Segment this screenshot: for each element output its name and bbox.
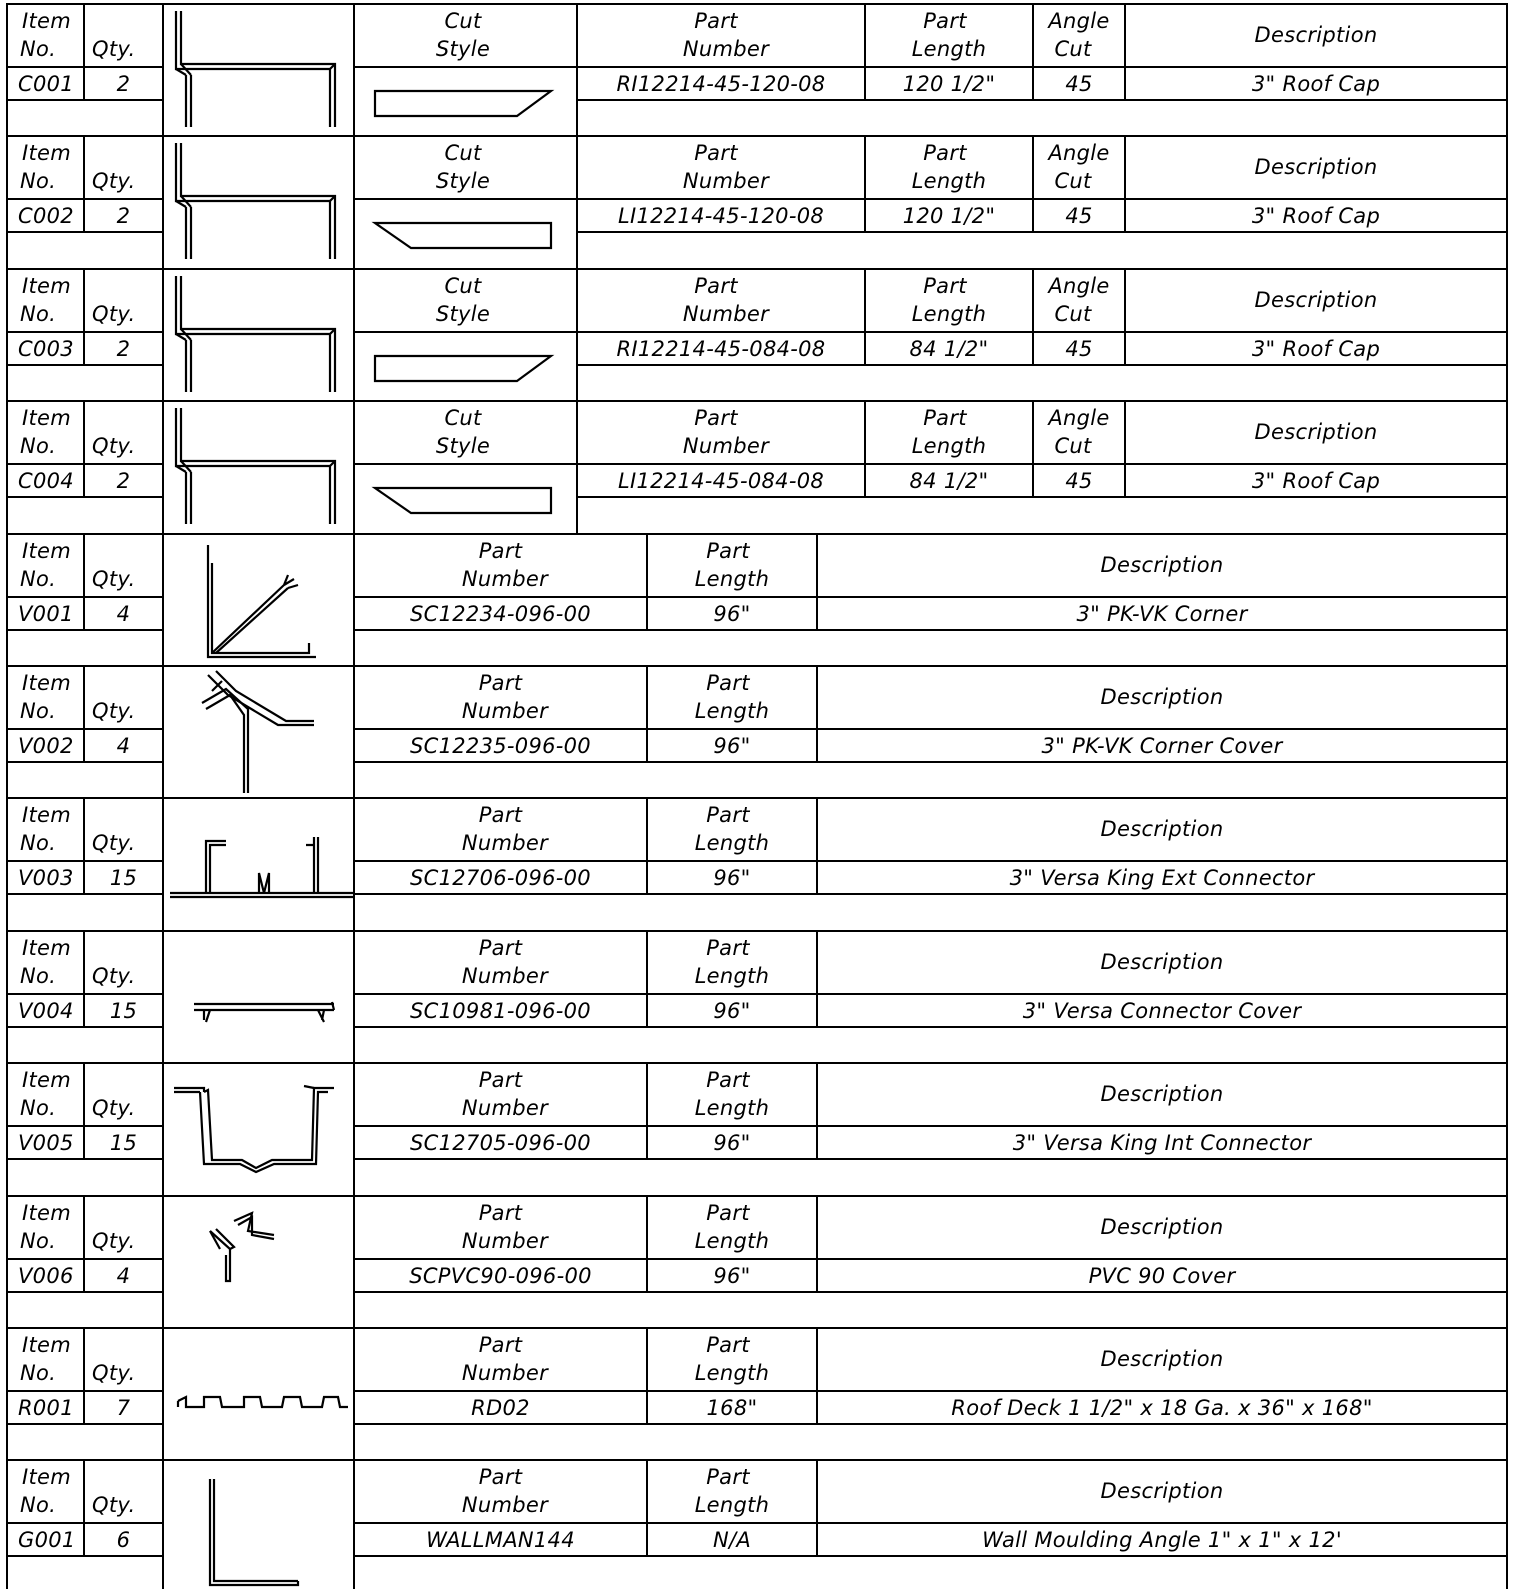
header-part-length: Length bbox=[694, 1493, 770, 1518]
header-description: Description bbox=[1254, 287, 1378, 312]
header-part-length: Length bbox=[694, 831, 770, 856]
header-rule-right bbox=[353, 1522, 1508, 1524]
header-description: Description bbox=[1254, 155, 1378, 180]
description: Roof Deck 1 1/2" x 18 Ga. x 36" x 168" bbox=[951, 1396, 1373, 1420]
header-part-number: Part bbox=[478, 671, 523, 695]
header-qty: Qty. bbox=[92, 1096, 136, 1121]
part-number: SC10981-096-00 bbox=[410, 998, 591, 1023]
header-part-length: Length bbox=[911, 301, 987, 326]
int-connector-profile bbox=[164, 1062, 353, 1194]
part-number: SC12235-096-00 bbox=[410, 734, 591, 758]
angle-cut: 45 bbox=[1065, 469, 1093, 494]
header-rule-left bbox=[6, 1125, 162, 1127]
part-length: N/A bbox=[712, 1528, 752, 1553]
header-part-number: Part bbox=[478, 1333, 523, 1357]
description: 3" Roof Cap bbox=[1251, 469, 1381, 494]
header-item-no: Item bbox=[22, 9, 72, 33]
header-angle-cut: Angle bbox=[1048, 273, 1110, 298]
header-part-length: Part bbox=[923, 406, 967, 431]
block-right-border bbox=[1506, 797, 1508, 929]
item-no: V004 bbox=[18, 998, 74, 1023]
row-rule-right bbox=[576, 496, 1508, 498]
item-no: R001 bbox=[18, 1396, 74, 1420]
block-right-border bbox=[1506, 665, 1508, 797]
header-rule-right bbox=[353, 728, 1508, 730]
header-part-length: Length bbox=[911, 434, 987, 459]
header-qty: Qty. bbox=[92, 963, 136, 988]
header-rule-right bbox=[353, 993, 1508, 995]
quantity: 4 bbox=[116, 601, 131, 626]
part-block bbox=[6, 1062, 1508, 1194]
quantity: 2 bbox=[116, 204, 131, 229]
row-rule-right bbox=[353, 893, 1508, 895]
part-length: 96" bbox=[713, 998, 751, 1023]
row-rule-left bbox=[6, 496, 162, 498]
cut-part-block bbox=[6, 268, 1508, 400]
header-part-length: Part bbox=[923, 9, 967, 33]
part-block bbox=[6, 533, 1508, 665]
part-number: RI12214-45-120-08 bbox=[616, 72, 826, 96]
row-rule-left bbox=[6, 99, 162, 101]
header-part-number: Part bbox=[478, 935, 523, 960]
header-part-number: Number bbox=[682, 434, 770, 459]
item-no: V006 bbox=[18, 1263, 74, 1288]
header-description: Description bbox=[1254, 23, 1378, 47]
row-rule-left bbox=[6, 231, 162, 233]
header-description: Description bbox=[1100, 817, 1224, 842]
header-item-no: No. bbox=[20, 1361, 57, 1385]
row-rule-left bbox=[6, 1158, 162, 1160]
header-qty: Qty. bbox=[92, 566, 136, 591]
corner-cover-profile bbox=[164, 665, 353, 797]
roof-cap-profile bbox=[162, 400, 353, 532]
header-rule-left bbox=[6, 1258, 162, 1260]
row-rule-right bbox=[353, 1555, 1508, 1557]
description: Wall Moulding Angle 1" x 1" x 12' bbox=[982, 1528, 1342, 1553]
header-part-number: Number bbox=[461, 1228, 549, 1253]
header-item-no: Item bbox=[22, 538, 72, 563]
wall-angle-profile bbox=[164, 1459, 353, 1591]
header-part-number: Part bbox=[694, 273, 738, 298]
part-length: 120 1/2" bbox=[902, 72, 996, 96]
header-part-number: Number bbox=[461, 963, 549, 988]
item-no: C003 bbox=[18, 336, 74, 361]
block-left-border bbox=[6, 930, 8, 1062]
header-item-no: No. bbox=[20, 831, 57, 856]
row-rule-left bbox=[6, 1291, 162, 1293]
header-part-length: Length bbox=[694, 1228, 770, 1253]
header-cut-style: Cut bbox=[444, 273, 482, 298]
header-part-length: Part bbox=[706, 803, 750, 828]
description: 3" Versa King Int Connector bbox=[1012, 1131, 1312, 1156]
header-angle-cut: Cut bbox=[1054, 434, 1092, 459]
header-item-no: No. bbox=[20, 169, 57, 194]
header-rule-left bbox=[6, 331, 162, 333]
part-number: SCPVC90-096-00 bbox=[409, 1263, 592, 1288]
header-part-number: Number bbox=[461, 831, 549, 856]
header-item-no: No. bbox=[20, 37, 57, 61]
header-angle-cut: Angle bbox=[1048, 406, 1110, 431]
block-left-border bbox=[6, 3, 8, 135]
item-no: V001 bbox=[18, 601, 74, 626]
roof-cap-profile bbox=[162, 135, 353, 267]
description: 3" Versa King Ext Connector bbox=[1009, 866, 1315, 891]
header-item-no: Item bbox=[22, 141, 72, 166]
header-part-number: Number bbox=[461, 1361, 549, 1385]
header-description: Description bbox=[1100, 685, 1224, 709]
part-length: 96" bbox=[713, 866, 751, 891]
item-no: C001 bbox=[18, 72, 74, 96]
header-part-length: Length bbox=[694, 699, 770, 723]
description: 3" Versa Connector Cover bbox=[1022, 998, 1302, 1023]
header-description: Description bbox=[1100, 1214, 1224, 1239]
header-item-no: No. bbox=[20, 963, 57, 988]
row-rule-right bbox=[576, 99, 1508, 101]
header-rule-left bbox=[6, 66, 162, 68]
header-part-number: Part bbox=[478, 803, 523, 828]
block-left-border bbox=[6, 1195, 8, 1327]
row-rule-right bbox=[353, 1158, 1508, 1160]
header-rule-right bbox=[353, 860, 1508, 862]
row-rule-right bbox=[576, 364, 1508, 366]
header-item-no: Item bbox=[22, 1200, 72, 1225]
header-part-number: Part bbox=[478, 1068, 523, 1093]
part-length: 96" bbox=[713, 734, 751, 758]
block-right-border bbox=[1506, 1327, 1508, 1459]
header-qty: Qty. bbox=[92, 1493, 136, 1518]
header-rule-right bbox=[353, 596, 1508, 598]
header-qty: Qty. bbox=[92, 1228, 136, 1253]
description: 3" Roof Cap bbox=[1251, 204, 1381, 229]
header-part-number: Number bbox=[461, 566, 549, 591]
header-item-no: No. bbox=[20, 1096, 57, 1121]
part-block bbox=[6, 797, 1508, 929]
block-right-border bbox=[1506, 1062, 1508, 1194]
block-right-border bbox=[1506, 3, 1508, 135]
quantity: 15 bbox=[109, 1131, 138, 1156]
header-cut-style: Cut bbox=[444, 9, 482, 33]
row-rule-left bbox=[6, 1026, 162, 1028]
header-description: Description bbox=[1100, 1479, 1224, 1504]
header-item-no: No. bbox=[20, 1228, 57, 1253]
block-right-border bbox=[1506, 930, 1508, 1062]
item-no: V002 bbox=[18, 734, 74, 758]
row-rule-left bbox=[6, 364, 162, 366]
block-left-border bbox=[6, 1062, 8, 1194]
part-block bbox=[6, 1195, 1508, 1327]
block-right-border bbox=[1506, 135, 1508, 267]
header-part-length: Part bbox=[706, 1068, 750, 1093]
cut-style-left-drawing bbox=[355, 198, 576, 267]
header-qty: Qty. bbox=[92, 434, 136, 459]
row-rule-left bbox=[6, 629, 162, 631]
header-rule-left bbox=[6, 1522, 162, 1524]
quantity: 4 bbox=[116, 1263, 131, 1288]
header-cut-style: Cut bbox=[444, 141, 482, 166]
part-block bbox=[6, 1459, 1508, 1589]
cut-part-block bbox=[6, 135, 1508, 267]
block-right-border bbox=[1506, 268, 1508, 400]
description: 3" Roof Cap bbox=[1251, 336, 1381, 361]
header-part-length: Length bbox=[694, 1361, 770, 1385]
header-description: Description bbox=[1254, 420, 1378, 445]
header-rule-right bbox=[353, 1125, 1508, 1127]
header-part-length: Length bbox=[911, 37, 987, 61]
block-left-border bbox=[6, 1327, 8, 1459]
header-part-length: Length bbox=[694, 963, 770, 988]
header-angle-cut: Cut bbox=[1054, 37, 1092, 61]
header-part-length: Part bbox=[706, 1465, 750, 1490]
header-description: Description bbox=[1100, 1347, 1224, 1371]
cut-style-left-drawing bbox=[355, 463, 576, 532]
header-item-no: Item bbox=[22, 671, 72, 695]
quantity: 2 bbox=[116, 336, 131, 361]
header-item-no: Item bbox=[22, 803, 72, 828]
part-length: 84 1/2" bbox=[909, 469, 989, 494]
header-qty: Qty. bbox=[92, 831, 136, 856]
angle-cut: 45 bbox=[1065, 72, 1093, 96]
block-left-border bbox=[6, 135, 8, 267]
part-number: RD02 bbox=[471, 1396, 530, 1420]
cut-part-block bbox=[6, 3, 1508, 135]
block-right-border bbox=[1506, 400, 1508, 532]
header-cut-style: Style bbox=[435, 169, 491, 194]
header-part-length: Part bbox=[706, 935, 750, 960]
description: 3" PK-VK Corner Cover bbox=[1041, 734, 1283, 758]
header-part-length: Length bbox=[694, 566, 770, 591]
block-left-border bbox=[6, 665, 8, 797]
header-cut-style: Cut bbox=[444, 406, 482, 431]
header-item-no: Item bbox=[22, 1333, 72, 1357]
corner-profile bbox=[164, 533, 353, 665]
header-cut-style: Style bbox=[435, 434, 491, 459]
roof-cap-profile bbox=[162, 3, 353, 135]
quantity: 2 bbox=[116, 469, 131, 494]
header-description: Description bbox=[1100, 1082, 1224, 1107]
header-part-number: Number bbox=[461, 699, 549, 723]
header-part-number: Number bbox=[682, 169, 770, 194]
header-item-no: No. bbox=[20, 301, 57, 326]
header-item-no: No. bbox=[20, 699, 57, 723]
part-block bbox=[6, 665, 1508, 797]
header-item-no: No. bbox=[20, 434, 57, 459]
header-item-no: Item bbox=[22, 1068, 72, 1093]
header-part-number: Part bbox=[694, 406, 738, 431]
header-item-no: No. bbox=[20, 1493, 57, 1518]
header-part-length: Part bbox=[923, 273, 967, 298]
part-block bbox=[6, 1327, 1508, 1459]
quantity: 4 bbox=[116, 734, 131, 758]
quantity: 15 bbox=[109, 866, 138, 891]
header-rule-right bbox=[353, 1390, 1508, 1392]
cut-style-right-drawing bbox=[355, 66, 576, 135]
header-rule-left bbox=[6, 596, 162, 598]
part-length: 96" bbox=[713, 1131, 751, 1156]
header-part-length: Part bbox=[706, 1200, 750, 1225]
cut-part-block bbox=[6, 400, 1508, 532]
item-no: V003 bbox=[18, 866, 74, 891]
header-part-length: Length bbox=[694, 1096, 770, 1121]
angle-cut: 45 bbox=[1065, 204, 1093, 229]
quantity: 15 bbox=[109, 998, 138, 1023]
header-rule-left bbox=[6, 1390, 162, 1392]
header-angle-cut: Cut bbox=[1054, 169, 1092, 194]
part-number: RI12214-45-084-08 bbox=[616, 336, 826, 361]
header-part-number: Number bbox=[682, 301, 770, 326]
pvc-cover-profile bbox=[164, 1195, 353, 1327]
header-qty: Qty. bbox=[92, 1361, 136, 1385]
roof-deck-profile bbox=[164, 1327, 353, 1459]
header-part-number: Number bbox=[682, 37, 770, 61]
part-number: SC12234-096-00 bbox=[410, 601, 591, 626]
part-length: 96" bbox=[713, 601, 751, 626]
header-rule-left bbox=[6, 860, 162, 862]
row-rule-right bbox=[353, 629, 1508, 631]
item-no: V005 bbox=[18, 1131, 74, 1156]
part-number: LI12214-45-120-08 bbox=[617, 204, 825, 229]
row-rule-right bbox=[353, 1291, 1508, 1293]
header-qty: Qty. bbox=[92, 699, 136, 723]
part-length: 168" bbox=[706, 1396, 758, 1420]
description: 3" PK-VK Corner bbox=[1076, 601, 1248, 626]
header-part-length: Part bbox=[706, 1333, 750, 1357]
connector-cover-profile bbox=[164, 930, 353, 1062]
header-item-no: Item bbox=[22, 935, 72, 960]
part-block bbox=[6, 930, 1508, 1062]
header-qty: Qty. bbox=[92, 301, 136, 326]
row-rule-right bbox=[353, 761, 1508, 763]
header-qty: Qty. bbox=[92, 37, 136, 61]
part-number: LI12214-45-084-08 bbox=[617, 469, 825, 494]
row-rule-left bbox=[6, 761, 162, 763]
header-item-no: Item bbox=[22, 1465, 72, 1490]
header-qty: Qty. bbox=[92, 169, 136, 194]
angle-cut: 45 bbox=[1065, 336, 1093, 361]
quantity: 7 bbox=[116, 1396, 131, 1420]
header-description: Description bbox=[1100, 552, 1224, 577]
cut-style-right-drawing bbox=[355, 331, 576, 400]
part-length: 96" bbox=[713, 1263, 751, 1288]
part-number: SC12705-096-00 bbox=[410, 1131, 591, 1156]
block-right-border bbox=[1506, 533, 1508, 665]
header-part-number: Part bbox=[478, 1465, 523, 1490]
header-rule-left bbox=[6, 728, 162, 730]
header-part-number: Number bbox=[461, 1493, 549, 1518]
item-no: C004 bbox=[18, 469, 74, 494]
quantity: 6 bbox=[116, 1528, 131, 1553]
block-left-border bbox=[6, 797, 8, 929]
header-cut-style: Style bbox=[435, 37, 491, 61]
header-item-no: Item bbox=[22, 273, 72, 298]
row-rule-right bbox=[353, 1026, 1508, 1028]
header-rule-left bbox=[6, 463, 162, 465]
header-item-no: Item bbox=[22, 406, 72, 431]
item-no: C002 bbox=[18, 204, 74, 229]
header-part-number: Part bbox=[478, 538, 523, 563]
part-length: 120 1/2" bbox=[902, 204, 996, 229]
row-rule-right bbox=[353, 1423, 1508, 1425]
header-part-number: Part bbox=[694, 9, 738, 33]
row-rule-left bbox=[6, 893, 162, 895]
part-number: SC12706-096-00 bbox=[410, 866, 591, 891]
block-left-border bbox=[6, 268, 8, 400]
header-angle-cut: Angle bbox=[1048, 9, 1110, 33]
header-cut-style: Style bbox=[435, 301, 491, 326]
header-part-length: Length bbox=[911, 169, 987, 194]
header-angle-cut: Angle bbox=[1048, 141, 1110, 166]
header-part-number: Number bbox=[461, 1096, 549, 1121]
description: 3" Roof Cap bbox=[1251, 72, 1381, 96]
header-angle-cut: Cut bbox=[1054, 301, 1092, 326]
header-part-length: Part bbox=[706, 538, 750, 563]
header-item-no: No. bbox=[20, 566, 57, 591]
header-part-length: Part bbox=[923, 141, 967, 166]
header-part-number: Part bbox=[478, 1200, 523, 1225]
header-part-length: Part bbox=[706, 671, 750, 695]
row-rule-left bbox=[6, 1555, 162, 1557]
quantity: 2 bbox=[116, 72, 131, 96]
header-rule-left bbox=[6, 993, 162, 995]
block-left-border bbox=[6, 400, 8, 532]
description: PVC 90 Cover bbox=[1088, 1263, 1236, 1288]
header-rule-left bbox=[6, 198, 162, 200]
block-left-border bbox=[6, 533, 8, 665]
part-length: 84 1/2" bbox=[909, 336, 989, 361]
row-rule-left bbox=[6, 1423, 162, 1425]
header-part-number: Part bbox=[694, 141, 738, 166]
row-rule-right bbox=[576, 231, 1508, 233]
roof-cap-profile bbox=[162, 268, 353, 400]
header-description: Description bbox=[1100, 949, 1224, 974]
header-rule-right bbox=[353, 1258, 1508, 1260]
item-no: G001 bbox=[18, 1528, 76, 1553]
block-right-border bbox=[1506, 1195, 1508, 1327]
ext-connector-profile bbox=[164, 797, 353, 929]
part-number: WALLMAN144 bbox=[426, 1528, 575, 1553]
